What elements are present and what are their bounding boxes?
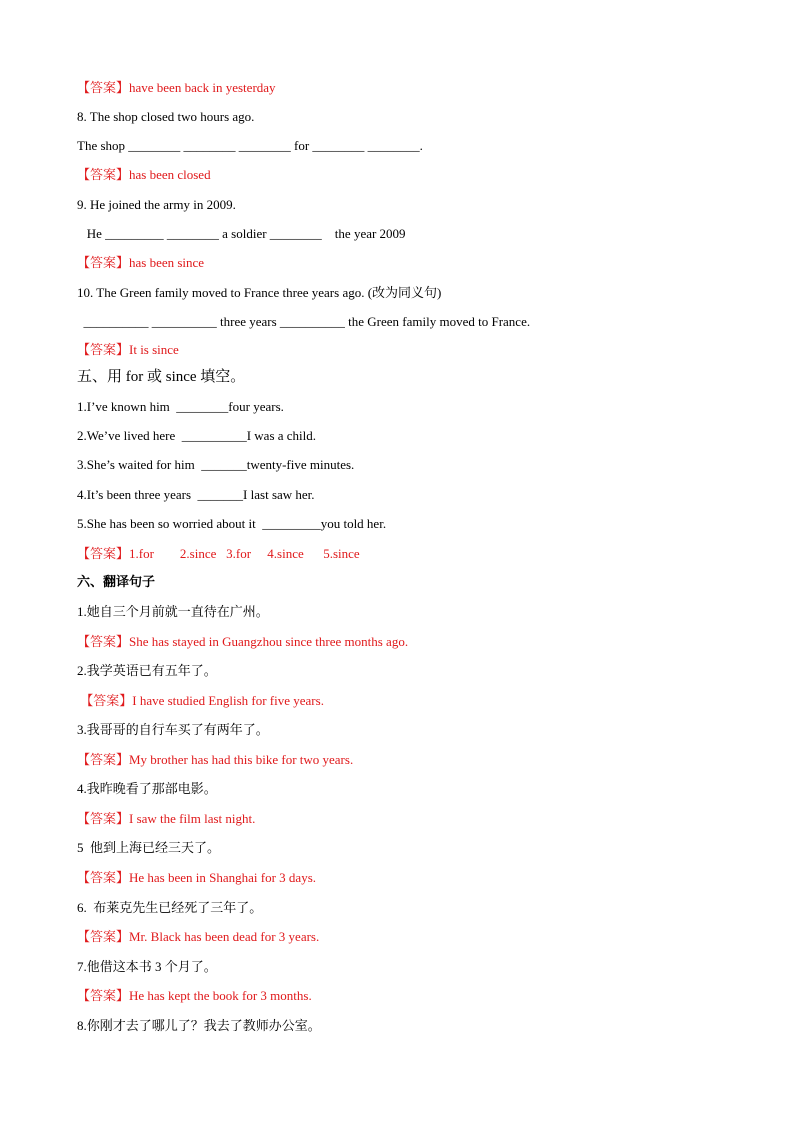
question-line: He _________ ________ a soldier ________ the year 2009 xyxy=(77,226,406,241)
answer-line: 【答案】I saw the film last night. xyxy=(77,811,256,826)
question-line: 6. 布莱克先生已经死了三年了。 xyxy=(77,900,263,915)
question-line: 5.She has been so worried about it _________you told her. xyxy=(77,516,387,531)
question-line: 1.她自三个月前就一直待在广州。 xyxy=(77,604,269,619)
section-heading: 五、用 for 或 since 填空。 xyxy=(77,369,246,385)
question-line: 4.It’s been three years _______I last saw her. xyxy=(77,487,315,502)
answer-line: 【答案】1.for 2.since 3.for 4.since 5.since xyxy=(77,546,360,561)
answer-line: 【答案】has been since xyxy=(77,255,205,270)
question-line: The shop ________ ________ ________ for ________ ________. xyxy=(77,138,423,153)
question-line: 9. He joined the army in 2009. xyxy=(77,197,236,212)
answer-line: 【答案】He has been in Shanghai for 3 days. xyxy=(77,870,317,885)
question-line: 8.你刚才去了哪儿了？我去了教师办公室。 xyxy=(77,1018,321,1033)
question-line: 4.我昨晚看了那部电影。 xyxy=(77,781,217,796)
answer-line: 【答案】My brother has had this bike for two years. xyxy=(77,752,354,767)
answer-line: 【答案】He has kept the book for 3 months. xyxy=(77,988,312,1003)
answer-line: 【答案】She has stayed in Guangzhou since three months ago. xyxy=(77,634,409,649)
answer-line: 【答案】has been closed xyxy=(77,167,211,182)
question-line: 5 他到上海已经三天了。 xyxy=(77,840,221,855)
question-line: 2.我学英语已有五年了。 xyxy=(77,663,217,678)
question-line: 2.We’ve lived here __________I was a child. xyxy=(77,428,317,443)
answer-line: 【答案】Mr. Black has been dead for 3 years. xyxy=(77,929,320,944)
question-line: 3.我哥哥的自行车买了有两年了。 xyxy=(77,722,269,737)
section-heading: 六、翻译句子 xyxy=(77,575,156,590)
question-line: 10. The Green family moved to France three years ago. (改为同义句) xyxy=(77,285,442,300)
answer-line: 【答案】have been back in yesterday xyxy=(77,80,276,95)
question-line: 1.I’ve known him ________four years. xyxy=(77,399,284,414)
question-line: 8. The shop closed two hours ago. xyxy=(77,109,255,124)
answer-line: 【答案】I have studied English for five years. xyxy=(77,693,324,708)
answer-line: 【答案】It is since xyxy=(77,342,179,357)
question-line: 7.他借这本书 3 个月了。 xyxy=(77,959,217,974)
question-line: 3.She’s waited for him _______twenty-five minutes. xyxy=(77,457,355,472)
question-line: __________ __________ three years __________ the Green family moved to France. xyxy=(77,314,531,329)
